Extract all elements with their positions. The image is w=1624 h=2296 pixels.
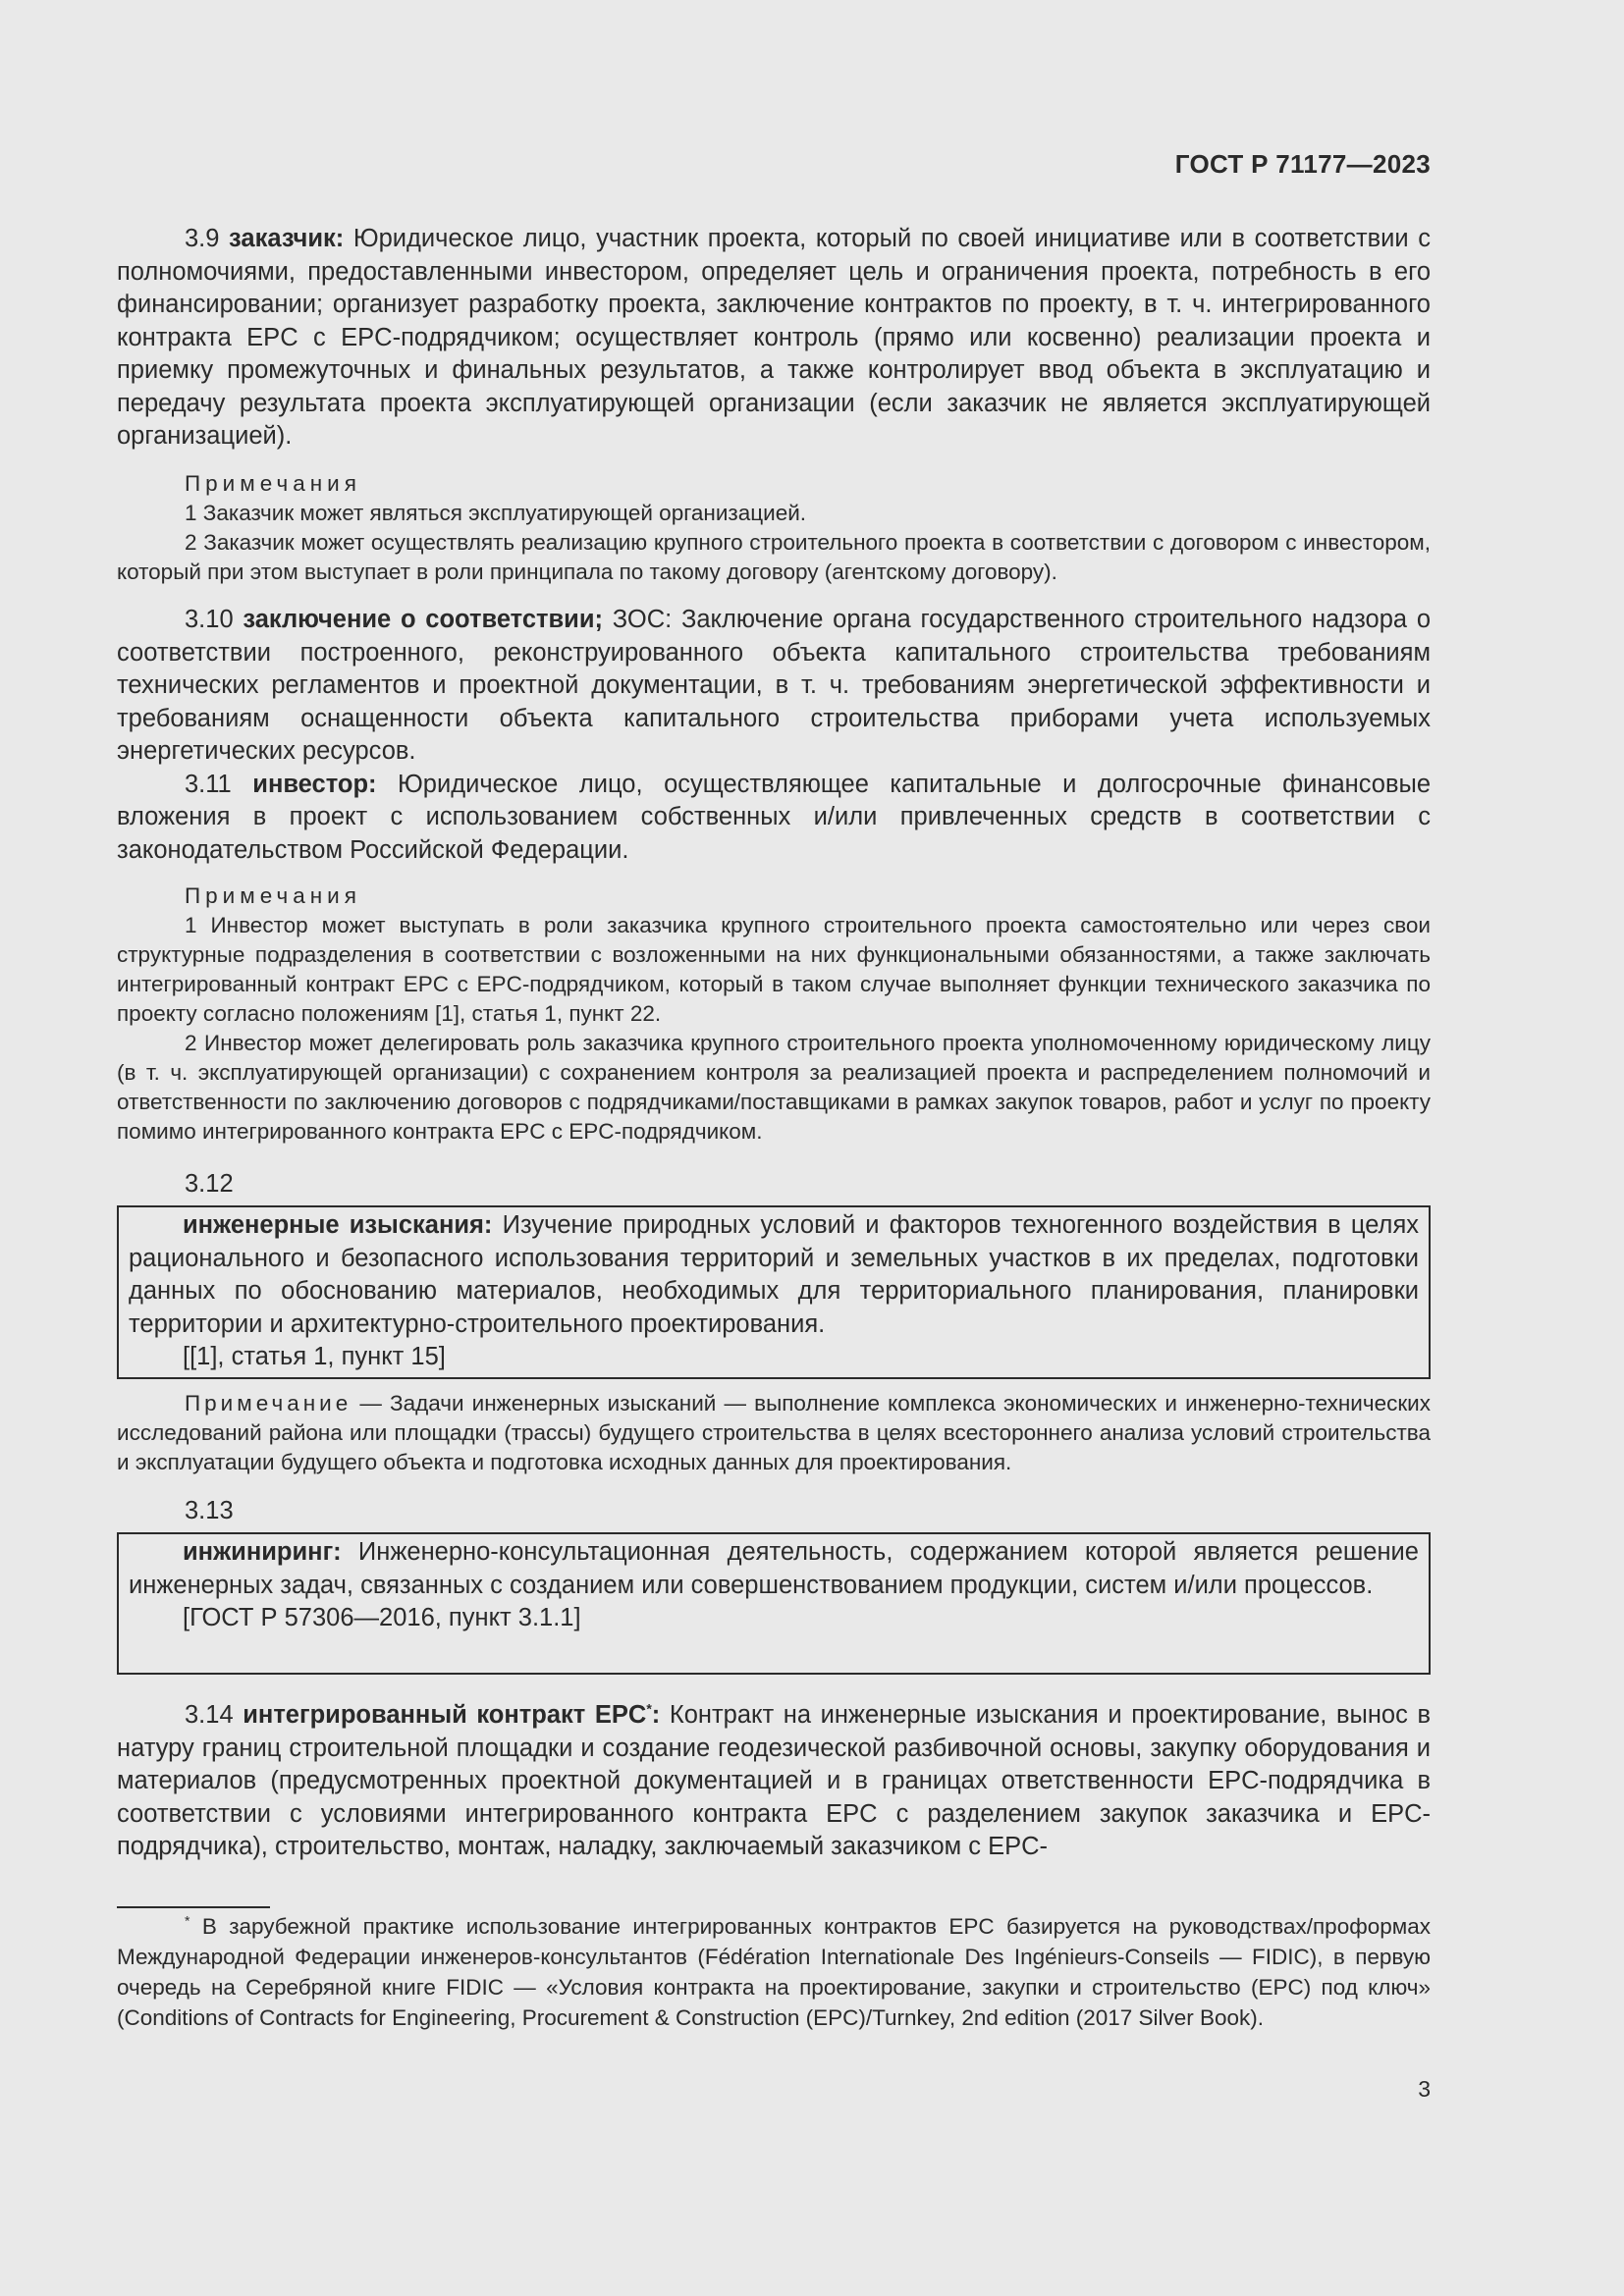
note-item: 1 Заказчик может являться эксплуатирующей организацией. bbox=[185, 501, 807, 525]
term-3-14 bbox=[117, 1699, 1431, 1864]
term-3-11-paragraph bbox=[117, 769, 1431, 868]
note-3-12-paragraph bbox=[117, 1389, 1431, 1477]
note-item: 1 Инвестор может выступать в роли заказчика крупного строительного проекта самостоятельно или через свои структурные подразделения в соответствии с возложенными на них функциональными обязанностями, а также заключать интегрированный контракт EPC с EPC-подрядчиком, который в таком случае выполняет функции технического заказчика по проекту согласно положениям [1], статья 1, пункт 22. bbox=[117, 913, 1431, 1026]
term-definition: Изучение природных условий и факторов техногенного воздействия в целях рационального и безопасного использования территорий и земельных участков в их пределах, подготовки данных по обоснованию материалов, необходимых для территориального планирования, планировки территории и архитектурно-строительного проектирования. bbox=[129, 1211, 1419, 1338]
term-3-9-paragraph bbox=[117, 223, 1431, 454]
term-definition: Юридическое лицо, осуществляющее капитальные и долгосрочные финансовые вложения в проект с использованием собственных и/или привлеченных средств в соответствии с законодательством Российской Федерации. bbox=[117, 770, 1432, 864]
term-name: инжиниринг: bbox=[183, 1538, 342, 1566]
footnote-separator bbox=[117, 1906, 270, 1908]
term-definition: Заключение органа государственного строительного надзора о соответствии построенного, реконструированного объекта капитального строительства требованиям технических регламентов и проектной документации, в т. ч. требованиям энергетической эффективности и требованиям оснащенности объекта капитального строительства приборами учета используемых энергетических ресурсов. bbox=[117, 606, 1432, 765]
term-3-12-number: 3.12 bbox=[185, 1170, 234, 1198]
term-name: инвестор: bbox=[252, 770, 377, 798]
note-item: 2 Заказчик может осуществлять реализацию крупного строительного проекта в соответствии с договором с инвестором, который при этом выступает в роли принципала по такому договору (агентскому договору). bbox=[117, 530, 1431, 584]
term-3-13-paragraph bbox=[129, 1536, 1419, 1602]
term-3-13-number: 3.13 bbox=[185, 1497, 234, 1524]
footnote bbox=[117, 1911, 1431, 2033]
note-3-12 bbox=[117, 1389, 1431, 1477]
document-number-header: ГОСТ Р 71177—2023 bbox=[1174, 149, 1431, 179]
note-text: — Задачи инженерных изысканий — выполнение комплекса экономических и инженерно-технических исследований района или площадки (трассы) будущего строительства в целях всестороннего анализа условий строительства и эксплуатации будущего объекта и подготовка исходных данных для проектирования. bbox=[117, 1391, 1431, 1474]
term-number: 3.9 bbox=[185, 225, 220, 252]
note-item: 2 Инвестор может делегировать роль заказчика крупного строительного проекта уполномоченному юридическому лицу (в т. ч. эксплуатирующей организации) с сохранением контроля за реализацией проекта и распределением полномочий и ответственности по заключению договоров с подрядчиками/поставщиками в рамках закупок товаров, работ и услуг по проекту помимо интегрированного контракта EPC с EPC-подрядчиком. bbox=[117, 1031, 1431, 1144]
term-definition: Инженерно-консультационная деятельность, содержанием которой является решение инженерных задач, связанных с созданием или совершенствованием продукции, систем и/или процессов. bbox=[129, 1538, 1419, 1599]
term-3-9 bbox=[117, 223, 1431, 454]
term-name: инженерные изыскания: bbox=[183, 1211, 493, 1239]
term-definition: Контракт на инженерные изыскания и проектирование, вынос в натуру границ строительной площадки и создание геодезической разбивочной основы, закупку оборудования и материалов (предусмотренных проектной документацией и в границах ответственности EPC-подрядчика в соответствии с условиями интегрированного контракта EPC с разделением закупок заказчика и EPC-подрядчика), строительство, монтаж, наладку, заключаемый заказчиком с EPC- bbox=[117, 1701, 1431, 1860]
notes-3-9 bbox=[117, 469, 1431, 587]
term-name: интегрированный контракт EPC*: bbox=[243, 1700, 661, 1729]
notes-heading: Примечания bbox=[185, 471, 361, 496]
term-number: 3.11 bbox=[185, 770, 232, 798]
footnote-paragraph bbox=[117, 1911, 1431, 2033]
term-source: [ГОСТ Р 57306—2016, пункт 3.1.1] bbox=[183, 1604, 581, 1631]
term-3-10-paragraph bbox=[117, 604, 1431, 769]
term-name: заказчик: bbox=[229, 225, 345, 252]
term-3-14-paragraph bbox=[117, 1699, 1431, 1864]
note-label: Примечание bbox=[185, 1391, 352, 1415]
term-definition: Юридическое лицо, участник проекта, который по своей инициативе или в соответствии с полномочиями, предоставленными инвестором, определяет цель и ограничения проекта, потребность в его финансировании; организует разработку проекта, заключение контрактов по проекту, в т. ч. интегрированного контракта EPC с EPC-подрядчиком; осуществляет контроль (прямо или косвенно) реализации проекта и приемку промежуточных и финальных результатов, а также контролирует ввод объекта в эксплуатацию и передачу результата проекта эксплуатирующей организации (если заказчик не является эксплуатирующей организацией). bbox=[117, 225, 1431, 450]
footnote-text: В зарубежной практике использование интегрированных контрактов EPC базируется на руководствах/проформах Международной Федерации инженеров-консультантов (Fédération Internationale Des Ingénieurs-Conseils — FIDIC), в первую очередь на Серебряной книге FIDIC — «Условия контракта на проектирование, закупки и строительство (EPC) под ключ» (Conditions of Contracts for Engineering, Procurement & Construction (EPC)/Turnkey, 2nd edition (2017 Silver Book). bbox=[117, 1914, 1431, 2030]
page-number: 3 bbox=[1418, 2076, 1431, 2102]
term-number: 3.10 bbox=[185, 606, 234, 633]
term-3-12-box bbox=[117, 1205, 1431, 1379]
notes-heading: Примечания bbox=[185, 883, 361, 908]
notes-3-11 bbox=[117, 881, 1431, 1147]
footnote-reference[interactable]: * bbox=[646, 1700, 652, 1717]
term-abbreviation: ЗОС: bbox=[612, 606, 673, 633]
footnote-mark: * bbox=[185, 1912, 190, 1929]
term-source: [[1], статья 1, пункт 15] bbox=[183, 1343, 446, 1370]
term-3-12-paragraph bbox=[129, 1209, 1419, 1341]
term-3-10 bbox=[117, 604, 1431, 867]
term-number: 3.14 bbox=[185, 1701, 234, 1729]
term-3-13-box bbox=[117, 1532, 1431, 1675]
term-name: заключение о соответствии; bbox=[243, 606, 604, 633]
